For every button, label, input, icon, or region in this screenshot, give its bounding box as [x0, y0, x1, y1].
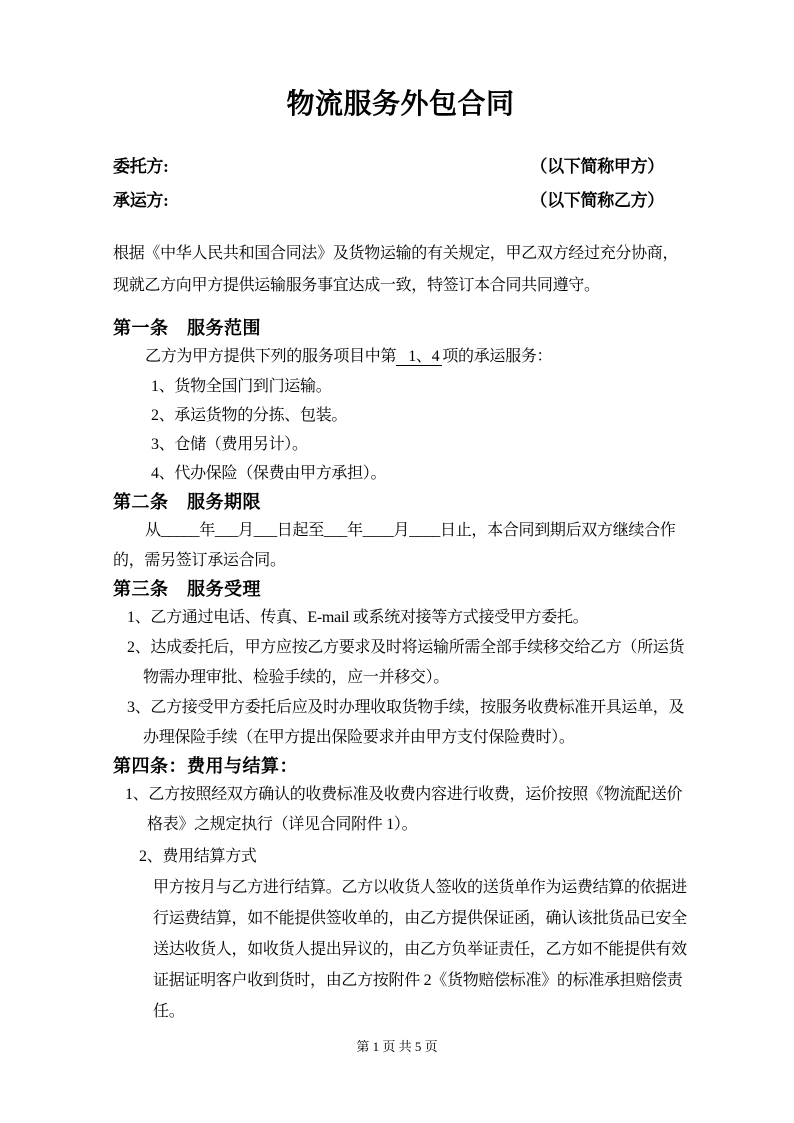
section4-heading: 第四条：费用与结算：: [113, 756, 298, 776]
section1-item-1: 1、货物全国门到门运输。: [151, 378, 332, 395]
section4-item-1: 1、乙方按照经双方确认的收费标准及收费内容进行收费，运价按照《物流配送价格表》之规定执行（详见合同附件 1）。: [125, 786, 683, 833]
section2-heading: 第二条 服务期限: [113, 492, 261, 512]
page-title: 物流服务外包合同: [286, 89, 515, 120]
section1-heading: 第一条 服务范围: [113, 318, 261, 338]
party-label-carrier: 承运方:: [113, 191, 169, 210]
section1-intro-blank: 1、4: [396, 348, 442, 366]
page-footer: 第 1 页 共 5 页: [356, 1039, 438, 1054]
section1-item-4: 4、代办保险（保费由甲方承担）。: [151, 465, 387, 482]
section4-item-2-body: 甲方按月与乙方进行结算。乙方以收货人签收的送货单作为运费结算的依据进行运费结算，如不能提供签收单的，由乙方提供保证函，确认该批货品已安全送达收货人，如收货人提出异议的，由乙方负举证责任，乙方如不能提供有效证据证明客户收到货时，由乙方按附件 2《货物赔偿标准》的标准承担赔偿责任。: [153, 879, 687, 1020]
section1-intro-suffix: 项的承运服务：: [442, 348, 553, 365]
section4-item-2-label: 2、费用结算方式: [139, 848, 257, 865]
section3-item-2: 2、达成委托后，甲方应按乙方要求及时将运输所需全部手续移交给乙方（所运货物需办理审批、检验手续的，应一并移交）。: [127, 639, 685, 686]
party-alias-jiafang: （以下简称甲方）: [530, 157, 664, 176]
party-row-consignor: [113, 150, 688, 184]
section3-heading: 第三条 服务受理: [113, 579, 261, 599]
party-label-consignor: 委托方:: [113, 157, 169, 176]
section1-item-2: 2、承运货物的分拣、包装。: [151, 407, 348, 424]
document-content: [113, 0, 688, 1027]
preamble-paragraph: 根据《中华人民共和国合同法》及货物运输的有关规定，甲乙双方经过充分协商，现就乙方向甲方提供运输服务事宜达成一致，特签订本合同共同遵守。: [113, 245, 679, 294]
section3-item-3: 3、乙方接受甲方委托后应及时办理收取货物手续，按服务收费标准开具运单，及办理保险手续（在甲方提出保险要求并由甲方支付保险费时）。: [127, 699, 685, 746]
parties-block: [113, 150, 688, 218]
section2-body: 从_____年___月___日起至___年____月____日止，本合同到期后双方继续合作的，需另签订承运合同。: [113, 522, 676, 569]
section1-intro-prefix: 乙方为甲方提供下列的服务项目中第: [145, 348, 397, 365]
section1-intro: [113, 342, 688, 372]
section1-item-3: 3、仓储（费用另计）。: [151, 436, 308, 453]
party-row-carrier: [113, 184, 688, 218]
party-alias-yifang: （以下简称乙方）: [530, 191, 664, 210]
section3-item-1: 1、乙方通过电话、传真、E-mail 或系统对接等方式接受甲方委托。: [127, 609, 589, 626]
